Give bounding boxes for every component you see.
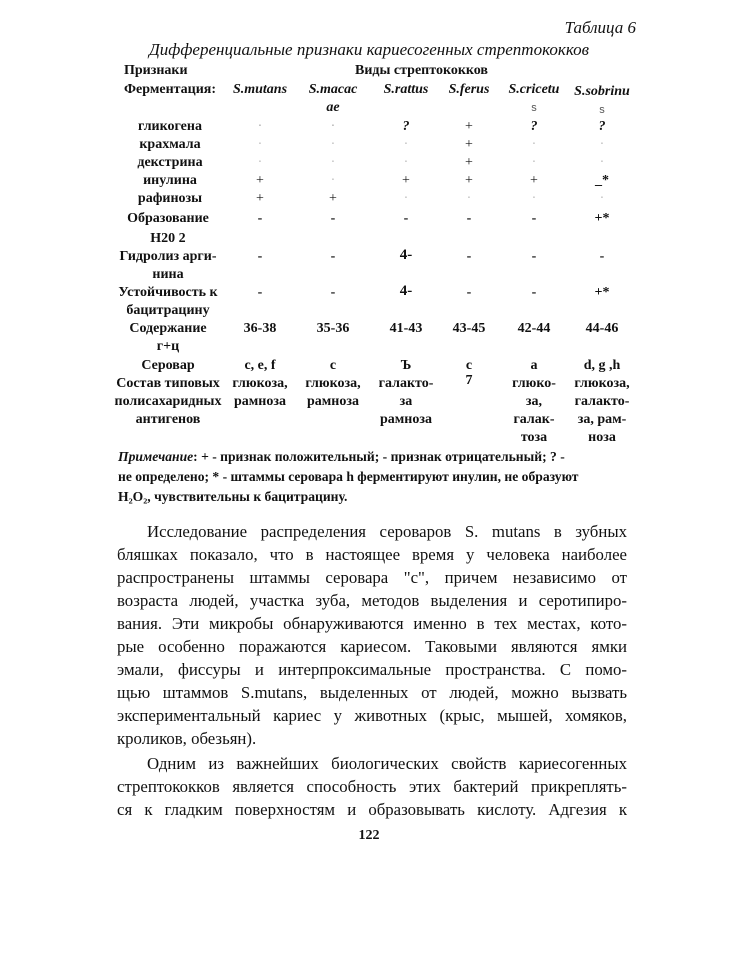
text-line: стрептококков является способность этих бактерий прикреплять- — [117, 777, 627, 796]
row-label-arginine-cont: нина — [152, 267, 184, 282]
cell-value: · — [403, 191, 409, 206]
text-line: эмали, фиссуры и интерпроксимальные пространства. С помо- — [117, 660, 627, 679]
cell-value: · — [599, 137, 605, 152]
cell-value: +* — [594, 211, 610, 226]
cell-value: · — [330, 155, 336, 170]
species-s-cricetus-cont: s — [531, 102, 537, 114]
row-label-serovar: Серовар — [141, 358, 195, 373]
cell-value: c, e, f — [244, 358, 276, 373]
cell-value: - — [330, 249, 336, 264]
text-line: бляшках показало, что в настоящее время у человека наиболее — [117, 545, 627, 564]
cell-value: + — [465, 119, 473, 134]
body-paragraph-1 — [117, 520, 627, 750]
cell-value: глюко- — [512, 376, 556, 391]
cell-value: 4- — [399, 283, 413, 299]
note-label: Примечание — [118, 449, 194, 464]
cell-value: - — [531, 249, 537, 264]
cell-value: за, рам- — [577, 412, 627, 427]
cell-value: · — [466, 191, 472, 206]
body-paragraph-2 — [117, 752, 627, 821]
species-s-cricetus: S.cricetu — [508, 82, 560, 97]
cell-value: · — [599, 191, 605, 206]
cell-value: · — [531, 155, 537, 170]
cell-value: за — [399, 394, 413, 409]
text-line: ся к гладким поверхностям и образовывать кислоту. Адгезия к — [117, 800, 627, 819]
cell-value: 35-36 — [316, 321, 350, 336]
row-label-antigens-cont: антигенов — [135, 412, 201, 427]
cell-value: ? — [530, 119, 538, 134]
cell-value: · — [403, 137, 409, 152]
note-line-2: не определено; * - штаммы серовара h ферментируют инулин, не образуют — [118, 469, 579, 484]
header-fermentation: Ферментация: — [124, 82, 217, 97]
cell-value: - — [531, 285, 537, 300]
species-s-rattus: S.rattus — [383, 82, 429, 97]
species-s-ferus: S.ferus — [448, 82, 490, 97]
row-label-inulin: инулина — [143, 173, 197, 188]
cell-value: рамноза — [379, 412, 432, 427]
cell-value: галак- — [513, 412, 555, 427]
row-label-antigens-cont: полисахаридных — [114, 394, 222, 409]
cell-value: d, g ,h — [583, 358, 621, 373]
table-note — [118, 447, 628, 507]
row-label-arginine: Гидролиз арги- — [119, 249, 217, 264]
cell-value: галакто- — [574, 394, 630, 409]
cell-value: галакто- — [378, 376, 434, 391]
cell-value: ? — [598, 119, 606, 134]
table-number: Таблица 6 — [564, 18, 636, 37]
text-line: распространены штаммы серовара "c", причем независимо от — [117, 568, 627, 587]
text-line: рые особенно поражаются кариесом. Таковыми являются ямки — [117, 637, 627, 656]
cell-value: · — [330, 137, 336, 152]
cell-value: + — [402, 173, 410, 188]
cell-value: 36-38 — [243, 321, 277, 336]
cell-value: · — [403, 155, 409, 170]
text-line: вания. Эти микробы обнаруживаются именно в тех местах, кото- — [117, 614, 627, 633]
text-line: возраста людей, участка зуба, методов выделения и серотипиро- — [117, 591, 627, 610]
cell-value: - — [531, 211, 537, 226]
cell-value: · — [257, 155, 263, 170]
page-number: 122 — [358, 828, 380, 843]
row-label-h2o2-cont: H20 2 — [150, 231, 186, 246]
species-s-sobrinus: S.sobrinu — [574, 84, 630, 99]
cell-value: тоза — [520, 430, 548, 445]
note-line-1: : + - признак положительный; - признак отрицательный; ? - — [193, 449, 565, 464]
cell-value: - — [466, 211, 472, 226]
row-label-glycogen: гликогена — [138, 119, 202, 134]
cell-value: · — [531, 137, 537, 152]
cell-value: + — [256, 173, 264, 188]
cell-value: a — [530, 358, 538, 373]
cell-value: + — [465, 155, 473, 170]
cell-value: Ъ — [400, 358, 412, 373]
row-label-gc-cont: г+ц — [156, 339, 180, 354]
text-line: Одним из важнейших биологических свойств кариесогенных — [147, 754, 627, 773]
text-line: кроликов, обезьян). — [117, 729, 257, 748]
cell-value: · — [330, 119, 336, 134]
cell-value: глюкоза, — [232, 376, 288, 391]
cell-value: c — [465, 358, 473, 373]
cell-value: - — [257, 211, 263, 226]
species-s-macacae-cont: ae — [326, 100, 340, 115]
cell-value: + — [256, 191, 264, 206]
species-s-sobrinus-cont: s — [599, 104, 605, 116]
cell-value: 7 — [465, 373, 473, 388]
cell-value: рамноза — [306, 394, 359, 409]
text-line: щью штаммов S.mutans, выделенных от людей, можно вызвать — [117, 683, 627, 702]
header-signs: Признаки — [124, 63, 188, 78]
cell-value: - — [257, 285, 263, 300]
cell-value: · — [531, 191, 537, 206]
cell-value: c — [329, 358, 337, 373]
cell-value: - — [330, 211, 336, 226]
cell-value: + — [465, 137, 473, 152]
row-label-dextrin: декстрина — [137, 155, 203, 170]
row-label-bacitracin-cont: бацитрацину — [126, 303, 210, 318]
cell-value: - — [330, 285, 336, 300]
cell-value: + — [329, 191, 337, 206]
cell-value: 43-45 — [452, 321, 486, 336]
cell-value: ноза — [588, 430, 616, 445]
cell-value: · — [330, 173, 336, 188]
row-label-gc: Содержание — [129, 321, 207, 336]
cell-value: + — [465, 173, 473, 188]
cell-value: - — [466, 285, 472, 300]
table-title: Дифференциальные признаки кариесогенных стрептококков — [148, 40, 590, 59]
cell-value: - — [403, 211, 409, 226]
row-label-bacitracin: Устойчивость к — [118, 285, 218, 300]
cell-value: глюкоза, — [305, 376, 361, 391]
cell-value: - — [466, 249, 472, 264]
species-s-mutans: S.mutans — [232, 82, 288, 97]
cell-value: - — [599, 249, 605, 264]
cell-value: · — [257, 119, 263, 134]
cell-value: рамноза — [233, 394, 286, 409]
cell-value: за, — [525, 394, 543, 409]
cell-value: _* — [595, 173, 609, 188]
cell-value: - — [257, 249, 263, 264]
text-line: Исследование распределения сероваров S. mutans в зубных — [147, 522, 627, 541]
cell-value: глюкоза, — [574, 376, 630, 391]
text-line: экспериментальный кариес у животных (крыс, мышей, хомяков, — [117, 706, 627, 725]
cell-value: 44-46 — [585, 321, 619, 336]
row-label-starch: крахмала — [139, 137, 201, 152]
row-label-antigens: Состав типовых — [116, 376, 220, 391]
header-species-group: Виды стрептококков — [355, 63, 488, 78]
cell-value: + — [530, 173, 538, 188]
cell-value: 4- — [399, 247, 413, 263]
cell-value: · — [257, 137, 263, 152]
cell-value: ? — [402, 119, 410, 134]
cell-value: · — [599, 155, 605, 170]
row-label-raffinose: рафинозы — [137, 191, 203, 206]
species-s-macacae: S.macac — [308, 82, 358, 97]
cell-value: 41-43 — [389, 321, 423, 336]
cell-value: +* — [594, 285, 610, 300]
cell-value: 42-44 — [517, 321, 551, 336]
note-line-3: H₂O₂, чувствительны к бацитрацину. — [118, 489, 348, 504]
row-label-h2o2: Образование — [127, 211, 209, 226]
